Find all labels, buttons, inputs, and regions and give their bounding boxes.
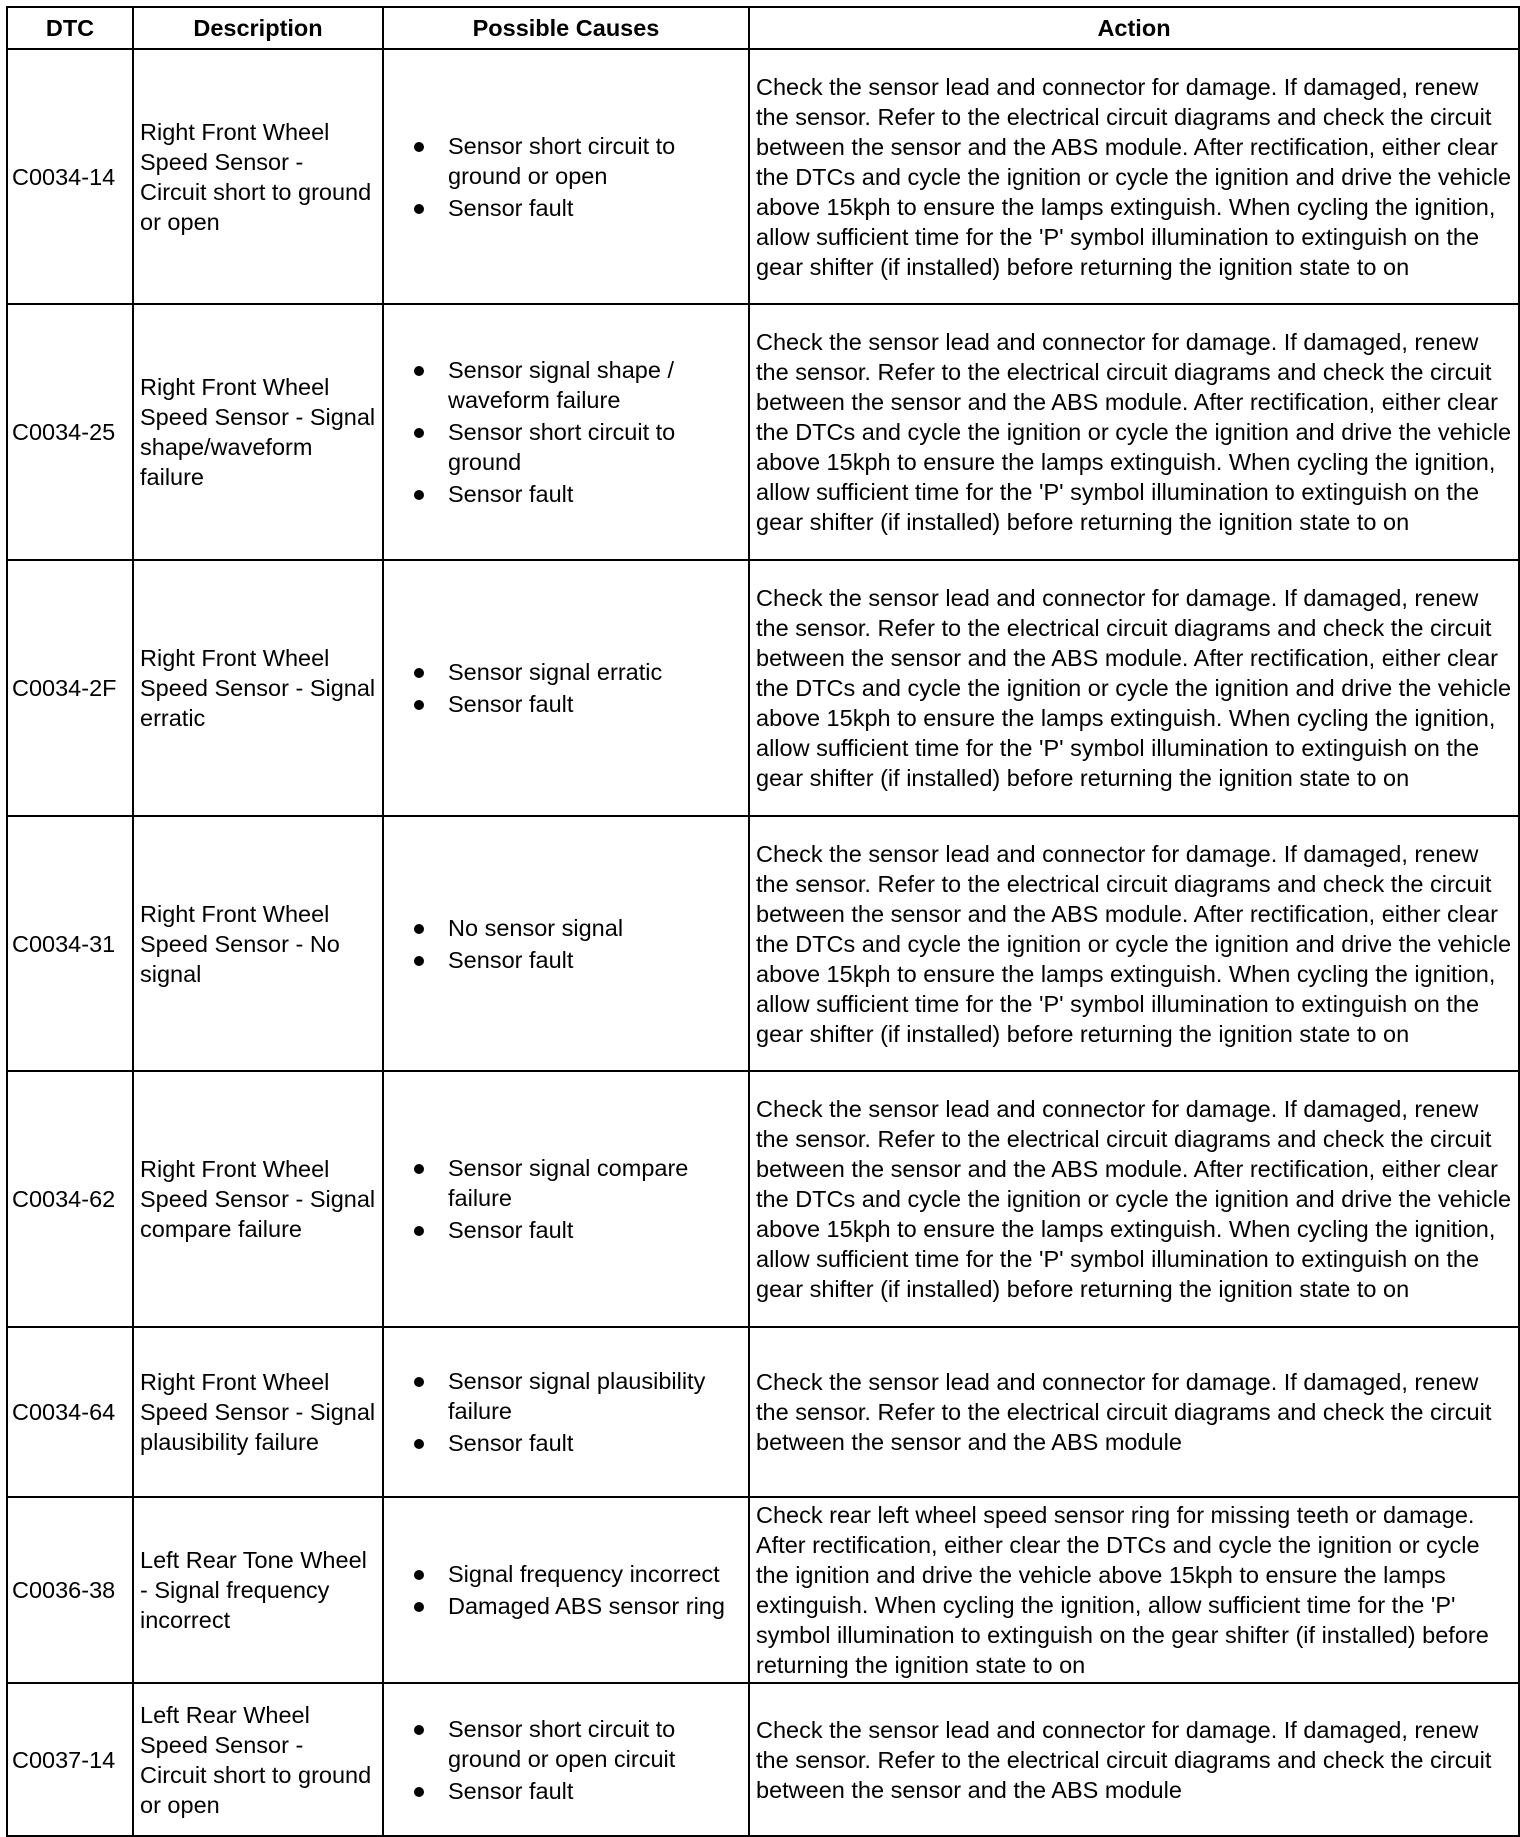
- header-row: [7, 7, 1519, 49]
- dtc-page: [6, 6, 1518, 1837]
- cause-list-item: Sensor short circuit to ground or open circuit: [448, 1714, 742, 1774]
- table-row: [7, 1497, 1519, 1683]
- possible-causes-list: [390, 1559, 742, 1621]
- possible-causes-cell: [383, 1683, 749, 1836]
- description-cell: Right Front Wheel Speed Sensor - Signal compare failure: [133, 1071, 383, 1327]
- cause-list-item: No sensor signal: [448, 913, 742, 943]
- dtc-table: [6, 6, 1520, 1837]
- cause-list-item: Sensor fault: [448, 479, 742, 509]
- cause-list-item: Damaged ABS sensor ring: [448, 1591, 742, 1621]
- description-cell: Right Front Wheel Speed Sensor - Circuit short to ground or open: [133, 49, 383, 304]
- possible-causes-list: [390, 1153, 742, 1245]
- cause-list-item: Sensor signal compare failure: [448, 1153, 742, 1213]
- action-cell: Check the sensor lead and connector for damage. If damaged, renew the sensor. Refer to the electrical circuit diagrams and check the circuit between the sensor and the ABS module. After rectification, either clear the DTCs and cycle the ignition or cycle the ignition and drive the vehicle above 15kph to ensure the lamps extinguish. When cycling the ignition, allow sufficient time for the 'P' symbol illumination to extinguish on the gear shifter (if installed) before returning the ignition state to on: [749, 560, 1519, 816]
- cause-list-item: Sensor short circuit to ground: [448, 417, 742, 477]
- possible-causes-list: [390, 1714, 742, 1806]
- possible-causes-cell: [383, 304, 749, 560]
- table-row: [7, 1683, 1519, 1836]
- dtc-code-cell: C0034-14: [7, 49, 133, 304]
- cause-list-item: Sensor signal erratic: [448, 657, 742, 687]
- possible-causes-cell: [383, 560, 749, 816]
- action-cell: Check the sensor lead and connector for damage. If damaged, renew the sensor. Refer to the electrical circuit diagrams and check the circuit between the sensor and the ABS module. After rectification, either clear the DTCs and cycle the ignition or cycle the ignition and drive the vehicle above 15kph to ensure the lamps extinguish. When cycling the ignition, allow sufficient time for the 'P' symbol illumination to extinguish on the gear shifter (if installed) before returning the ignition state to on: [749, 816, 1519, 1071]
- cause-list-item: Sensor fault: [448, 1215, 742, 1245]
- table-row: [7, 49, 1519, 304]
- table-row: [7, 816, 1519, 1071]
- cause-list-item: Sensor fault: [448, 945, 742, 975]
- description-cell: Right Front Wheel Speed Sensor - Signal plausibility failure: [133, 1327, 383, 1497]
- header-action: Action: [749, 7, 1519, 49]
- description-cell: Right Front Wheel Speed Sensor - No signal: [133, 816, 383, 1071]
- dtc-code-cell: C0034-2F: [7, 560, 133, 816]
- dtc-code-cell: C0034-25: [7, 304, 133, 560]
- description-cell: Right Front Wheel Speed Sensor - Signal erratic: [133, 560, 383, 816]
- action-cell: Check the sensor lead and connector for damage. If damaged, renew the sensor. Refer to the electrical circuit diagrams and check the circuit between the sensor and the ABS module. After rectification, either clear the DTCs and cycle the ignition or cycle the ignition and drive the vehicle above 15kph to ensure the lamps extinguish. When cycling the ignition, allow sufficient time for the 'P' symbol illumination to extinguish on the gear shifter (if installed) before returning the ignition state to on: [749, 1071, 1519, 1327]
- cause-list-item: Sensor short circuit to ground or open: [448, 131, 742, 191]
- possible-causes-list: [390, 1366, 742, 1458]
- header-possible-causes: Possible Causes: [383, 7, 749, 49]
- cause-list-item: Sensor signal shape / waveform failure: [448, 355, 742, 415]
- dtc-code-cell: C0034-64: [7, 1327, 133, 1497]
- description-cell: Right Front Wheel Speed Sensor - Signal shape/waveform failure: [133, 304, 383, 560]
- action-cell: Check the sensor lead and connector for damage. If damaged, renew the sensor. Refer to the electrical circuit diagrams and check the circuit between the sensor and the ABS module: [749, 1683, 1519, 1836]
- cause-list-item: Sensor fault: [448, 193, 742, 223]
- possible-causes-list: [390, 131, 742, 223]
- cause-list-item: Sensor fault: [448, 1428, 742, 1458]
- possible-causes-list: [390, 913, 742, 975]
- dtc-code-cell: C0034-31: [7, 816, 133, 1071]
- header-dtc: DTC: [7, 7, 133, 49]
- description-cell: Left Rear Wheel Speed Sensor - Circuit short to ground or open: [133, 1683, 383, 1836]
- cause-list-item: Sensor fault: [448, 689, 742, 719]
- action-cell: Check the sensor lead and connector for damage. If damaged, renew the sensor. Refer to the electrical circuit diagrams and check the circuit between the sensor and the ABS module. After rectification, either clear the DTCs and cycle the ignition or cycle the ignition and drive the vehicle above 15kph to ensure the lamps extinguish. When cycling the ignition, allow sufficient time for the 'P' symbol illumination to extinguish on the gear shifter (if installed) before returning the ignition state to on: [749, 304, 1519, 560]
- table-row: [7, 304, 1519, 560]
- dtc-code-cell: C0036-38: [7, 1497, 133, 1683]
- table-row: [7, 1327, 1519, 1497]
- table-row: [7, 1071, 1519, 1327]
- possible-causes-cell: [383, 1071, 749, 1327]
- description-cell: Left Rear Tone Wheel - Signal frequency incorrect: [133, 1497, 383, 1683]
- header-description: Description: [133, 7, 383, 49]
- dtc-code-cell: C0034-62: [7, 1071, 133, 1327]
- cause-list-item: Sensor fault: [448, 1776, 742, 1806]
- dtc-code-cell: C0037-14: [7, 1683, 133, 1836]
- cause-list-item: Sensor signal plausibility failure: [448, 1366, 742, 1426]
- possible-causes-cell: [383, 1497, 749, 1683]
- possible-causes-list: [390, 355, 742, 509]
- action-cell: Check the sensor lead and connector for damage. If damaged, renew the sensor. Refer to the electrical circuit diagrams and check the circuit between the sensor and the ABS module. After rectification, either clear the DTCs and cycle the ignition or cycle the ignition and drive the vehicle above 15kph to ensure the lamps extinguish. When cycling the ignition, allow sufficient time for the 'P' symbol illumination to extinguish on the gear shifter (if installed) before returning the ignition state to on: [749, 49, 1519, 304]
- possible-causes-cell: [383, 1327, 749, 1497]
- possible-causes-cell: [383, 49, 749, 304]
- cause-list-item: Signal frequency incorrect: [448, 1559, 742, 1589]
- possible-causes-cell: [383, 816, 749, 1071]
- table-row: [7, 560, 1519, 816]
- possible-causes-list: [390, 657, 742, 719]
- action-cell: Check the sensor lead and connector for damage. If damaged, renew the sensor. Refer to the electrical circuit diagrams and check the circuit between the sensor and the ABS module: [749, 1327, 1519, 1497]
- action-cell: Check rear left wheel speed sensor ring for missing teeth or damage. After rectification, either clear the DTCs and cycle the ignition or cycle the ignition and drive the vehicle above 15kph to ensure the lamps extinguish. When cycling the ignition, allow sufficient time for the 'P' symbol illumination to extinguish on the gear shifter (if installed) before returning the ignition state to on: [749, 1497, 1519, 1683]
